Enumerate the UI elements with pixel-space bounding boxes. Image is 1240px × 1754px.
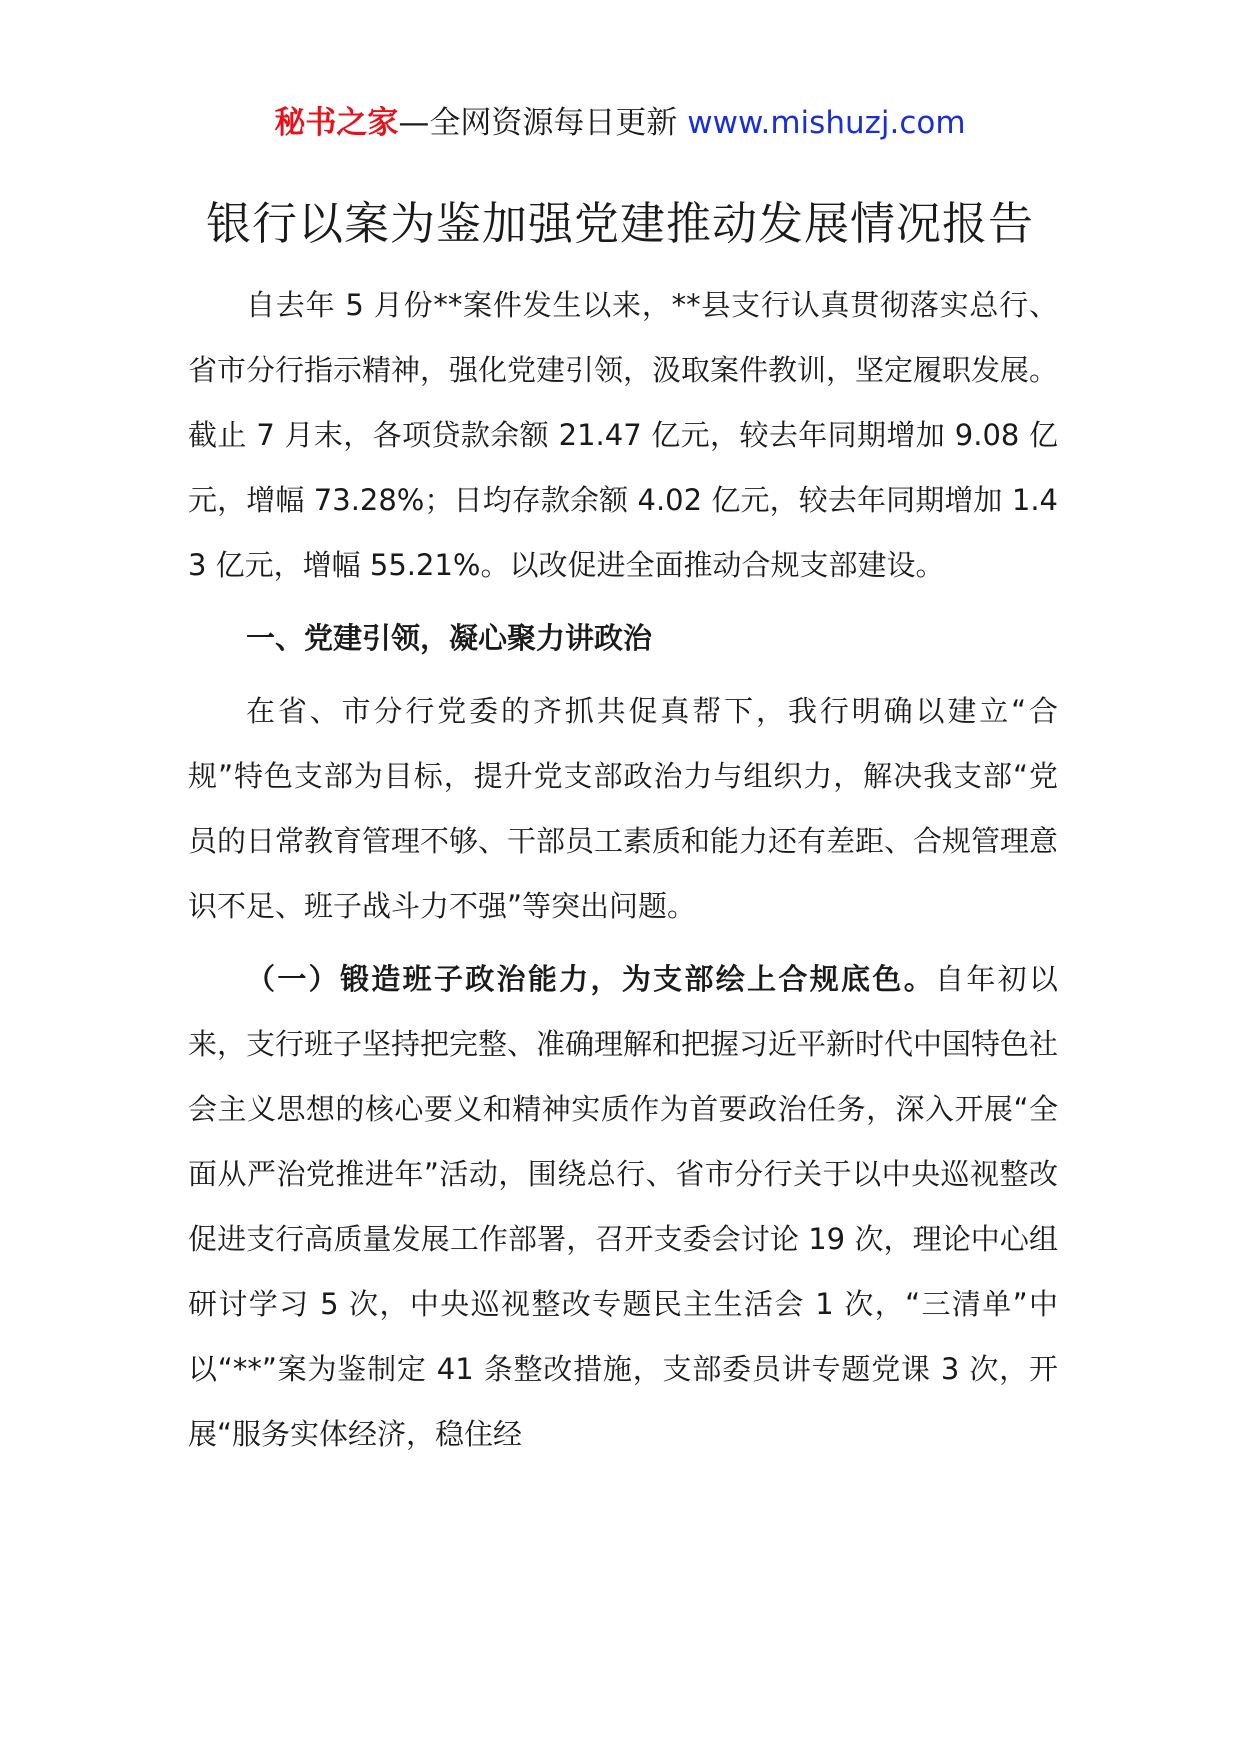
section-1-paragraph: 在省、市分行党委的齐抓共促真帮下，我行明确以建立“合规”特色支部为目标，提升党支部政治力与组织力，解决我支部“党员的日常教育管理不够、干部员工素质和能力还有差距、合规管理意识不足、班子战斗力不强”等突出问题。 — [188, 694, 1059, 923]
section-1-heading: 一、党建引领，凝心聚力讲政治 — [246, 621, 653, 655]
subsection-1-lead: （一）锻造班子政治能力，为支部绘上合规底色。 — [246, 962, 936, 996]
brand-name: 秘书之家 — [274, 105, 399, 141]
site-url-link[interactable]: www.mishuzj.com — [687, 105, 966, 141]
document-title: 银行以案为鉴加强党建推动发展情况报告 — [205, 197, 1034, 250]
subsection-1-paragraph — [188, 947, 1058, 1467]
site-header-banner — [0, 100, 1240, 146]
document-body — [188, 273, 1058, 1475]
intro-paragraph: 自去年 5 月份**案件发生以来，**县支行认真贯彻落实总行、省市分行指示精神，强化党建引领，汲取案件教训，坚定履职发展。截止 7 月末，各项贷款余额 21.47 亿元，较去年同期增加 9.08 亿元，增幅 73.28%；日均存款余额 4.02 亿元，较去年同期增加 1.43 亿元，增幅 55.21%。以改促进全面推动合规支部建设。 — [188, 288, 1059, 582]
subsection-1-text: 自年初以来，支行班子坚持把完整、准确理解和把握习近平新时代中国特色社会主义思想的核心要义和精神实质作为首要政治任务，深入开展“全面从严治党推进年”活动，围绕总行、省市分行关于以中央巡视整改促进支行高质量发展工作部署，召开支委会讨论 19 次，理论中心组研讨学习 5 次，中央巡视整改专题民主生活会 1 次，“三清单”中以“**”案为鉴制定 41 条整改措施，支部委员讲专题党课 3 次，开展“服务实体经济，稳住经 — [188, 962, 1059, 1451]
header-slogan: —全网资源每日更新 — [398, 105, 688, 141]
